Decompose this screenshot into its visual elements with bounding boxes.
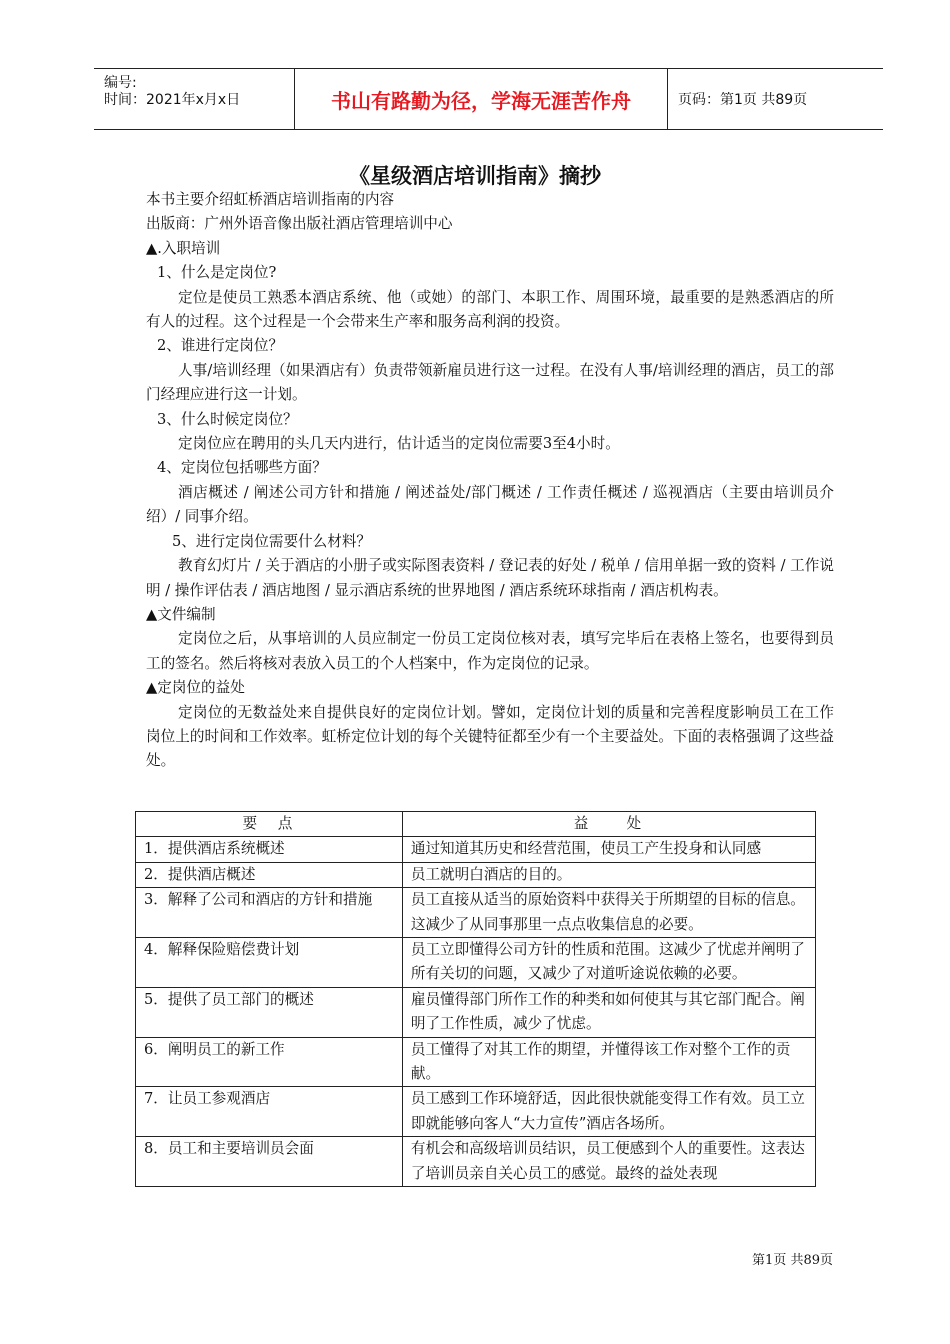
section-heading: ▲定岗位的益处 [146,679,245,697]
table-row [136,888,816,938]
page-footer: 第1页 共89页 [752,1253,833,1268]
page-header [94,68,883,130]
document-title: 《星级酒店培训指南》摘抄 [349,163,601,188]
intro-line: 出版商：广州外语音像出版社酒店管理培训中心 [146,215,453,233]
answer: 定位是使员工熟悉本酒店系统、他（或她）的部门、本职工作、周围环境，最重要的是熟悉酒店的所有人的过程。这个过程是一个会带来生产率和服务高利润的投资。 [146,288,834,331]
table-row [136,1137,816,1187]
answer: 人事/培训经理（如果酒店有）负责带领新雇员进行这一过程。在没有人事/培训经理的酒店，员工的部门经理应进行这一计划。 [146,361,834,404]
table-cell-point: 7．让员工参观酒店 [136,1087,403,1137]
answer: 教育幻灯片 / 关于酒店的小册子或实际图表资料 / 登记表的好处 / 税单 / 信用单据一致的资料 / 工作说明 / 操作评估表 / 酒店地图 / 显示酒店系统的世界地图 / 酒店系统环球指南 / 酒店机构表。 [146,557,834,599]
intro-line: 本书主要介绍虹桥酒店培训指南的内容 [146,191,395,208]
table-cell-benefit: 雇员懂得部门所作工作的种类和如何使其与其它部门配合。阐明了工作性质，减少了忧虑。 [402,987,815,1037]
question: 2、谁进行定岗位？ [157,337,284,355]
answer: 定岗位之后，从事培训的人员应制定一份员工定岗位核对表，填写完毕后在表格上签名，也要得到员工的签名。然后将核对表放入员工的个人档案中，作为定岗位的记录。 [146,630,834,672]
table-cell-benefit: 员工感到工作环境舒适，因此很快就能变得工作有效。员工立即就能够向客人“大力宣传”酒店各场所。 [402,1087,815,1137]
question: 5、进行定岗位需要什么材料？ [172,532,372,550]
header-motto: 书山有路勤为径，学海无涯苦作舟 [295,69,668,129]
table-cell-point: 1．提供酒店系统概述 [136,837,403,862]
question: 3、什么时候定岗位？ [157,410,298,428]
table-row [136,1087,816,1137]
table-cell-benefit: 有机会和高级培训员结识，员工便感到个人的重要性。这表达了培训员亲自关心员工的感觉。最终的益处表现 [402,1137,815,1187]
header-meta-cell [94,69,295,129]
question: 4、定岗位包括哪些方面？ [157,459,327,477]
answer: 酒店概述 / 阐述公司方针和措施 / 阐述益处/部门概述 / 工作责任概述 / 巡视酒店（主要由培训员介绍）/ 同事介绍。 [146,483,834,526]
question: 1、什么是定岗位? [157,264,277,282]
section-heading: ▲文件编制 [146,605,216,623]
table-cell-benefit: 员工直接从适当的原始资料中获得关于所期望的目标的信息。这减少了从同事那里一点点收集信息的必要。 [402,888,815,938]
table-cell-point: 8．员工和主要培训员会面 [136,1137,403,1187]
table-cell-point: 4．解释保险赔偿费计划 [136,938,403,988]
table-row [136,987,816,1037]
section-heading: ▲.入职培训 [146,239,221,257]
table-cell-benefit: 员工立即懂得公司方针的性质和范围。这减少了忧虑并阐明了所有关切的问题，又减少了对道听途说依赖的必要。 [402,938,815,988]
table-cell-point: 2．提供酒店概述 [136,862,403,887]
header-page-number: 页码：第1页 共89页 [678,92,808,108]
table-header-row [136,812,816,837]
column-header-points: 要 点 [136,812,403,837]
answer: 定岗位应在聘用的头几天内进行，估计适当的定岗位需要3至4小时。 [178,435,620,453]
table-cell-benefit: 员工懂得了对其工作的期望，并懂得该工作对整个工作的贡献。 [402,1037,815,1087]
table-row [136,837,816,862]
table-cell-point: 3．解释了公司和酒店的方针和措施 [136,888,403,938]
table-cell-point: 6．阐明员工的新工作 [136,1037,403,1087]
table-cell-benefit: 员工就明白酒店的目的。 [402,862,815,887]
table-cell-benefit: 通过知道其历史和经营范围，使员工产生投身和认同感 [402,837,815,862]
table-row [136,862,816,887]
document-body [146,188,834,774]
serial-label: 编号: [104,75,137,91]
column-header-benefits: 益 处 [402,812,815,837]
benefits-table [135,811,816,1187]
time-label: 时间：2021年x月x日 [104,92,241,108]
table-cell-point: 5．提供了员工部门的概述 [136,987,403,1037]
table-row [136,938,816,988]
answer: 定岗位的无数益处来自提供良好的定岗位计划。譬如，定岗位计划的质量和完善程度影响员工在工作岗位上的时间和工作效率。虹桥定位计划的每个关键特征都至少有一个主要益处。下面的表格强调了这些益处。 [146,703,834,770]
table-row [136,1037,816,1087]
